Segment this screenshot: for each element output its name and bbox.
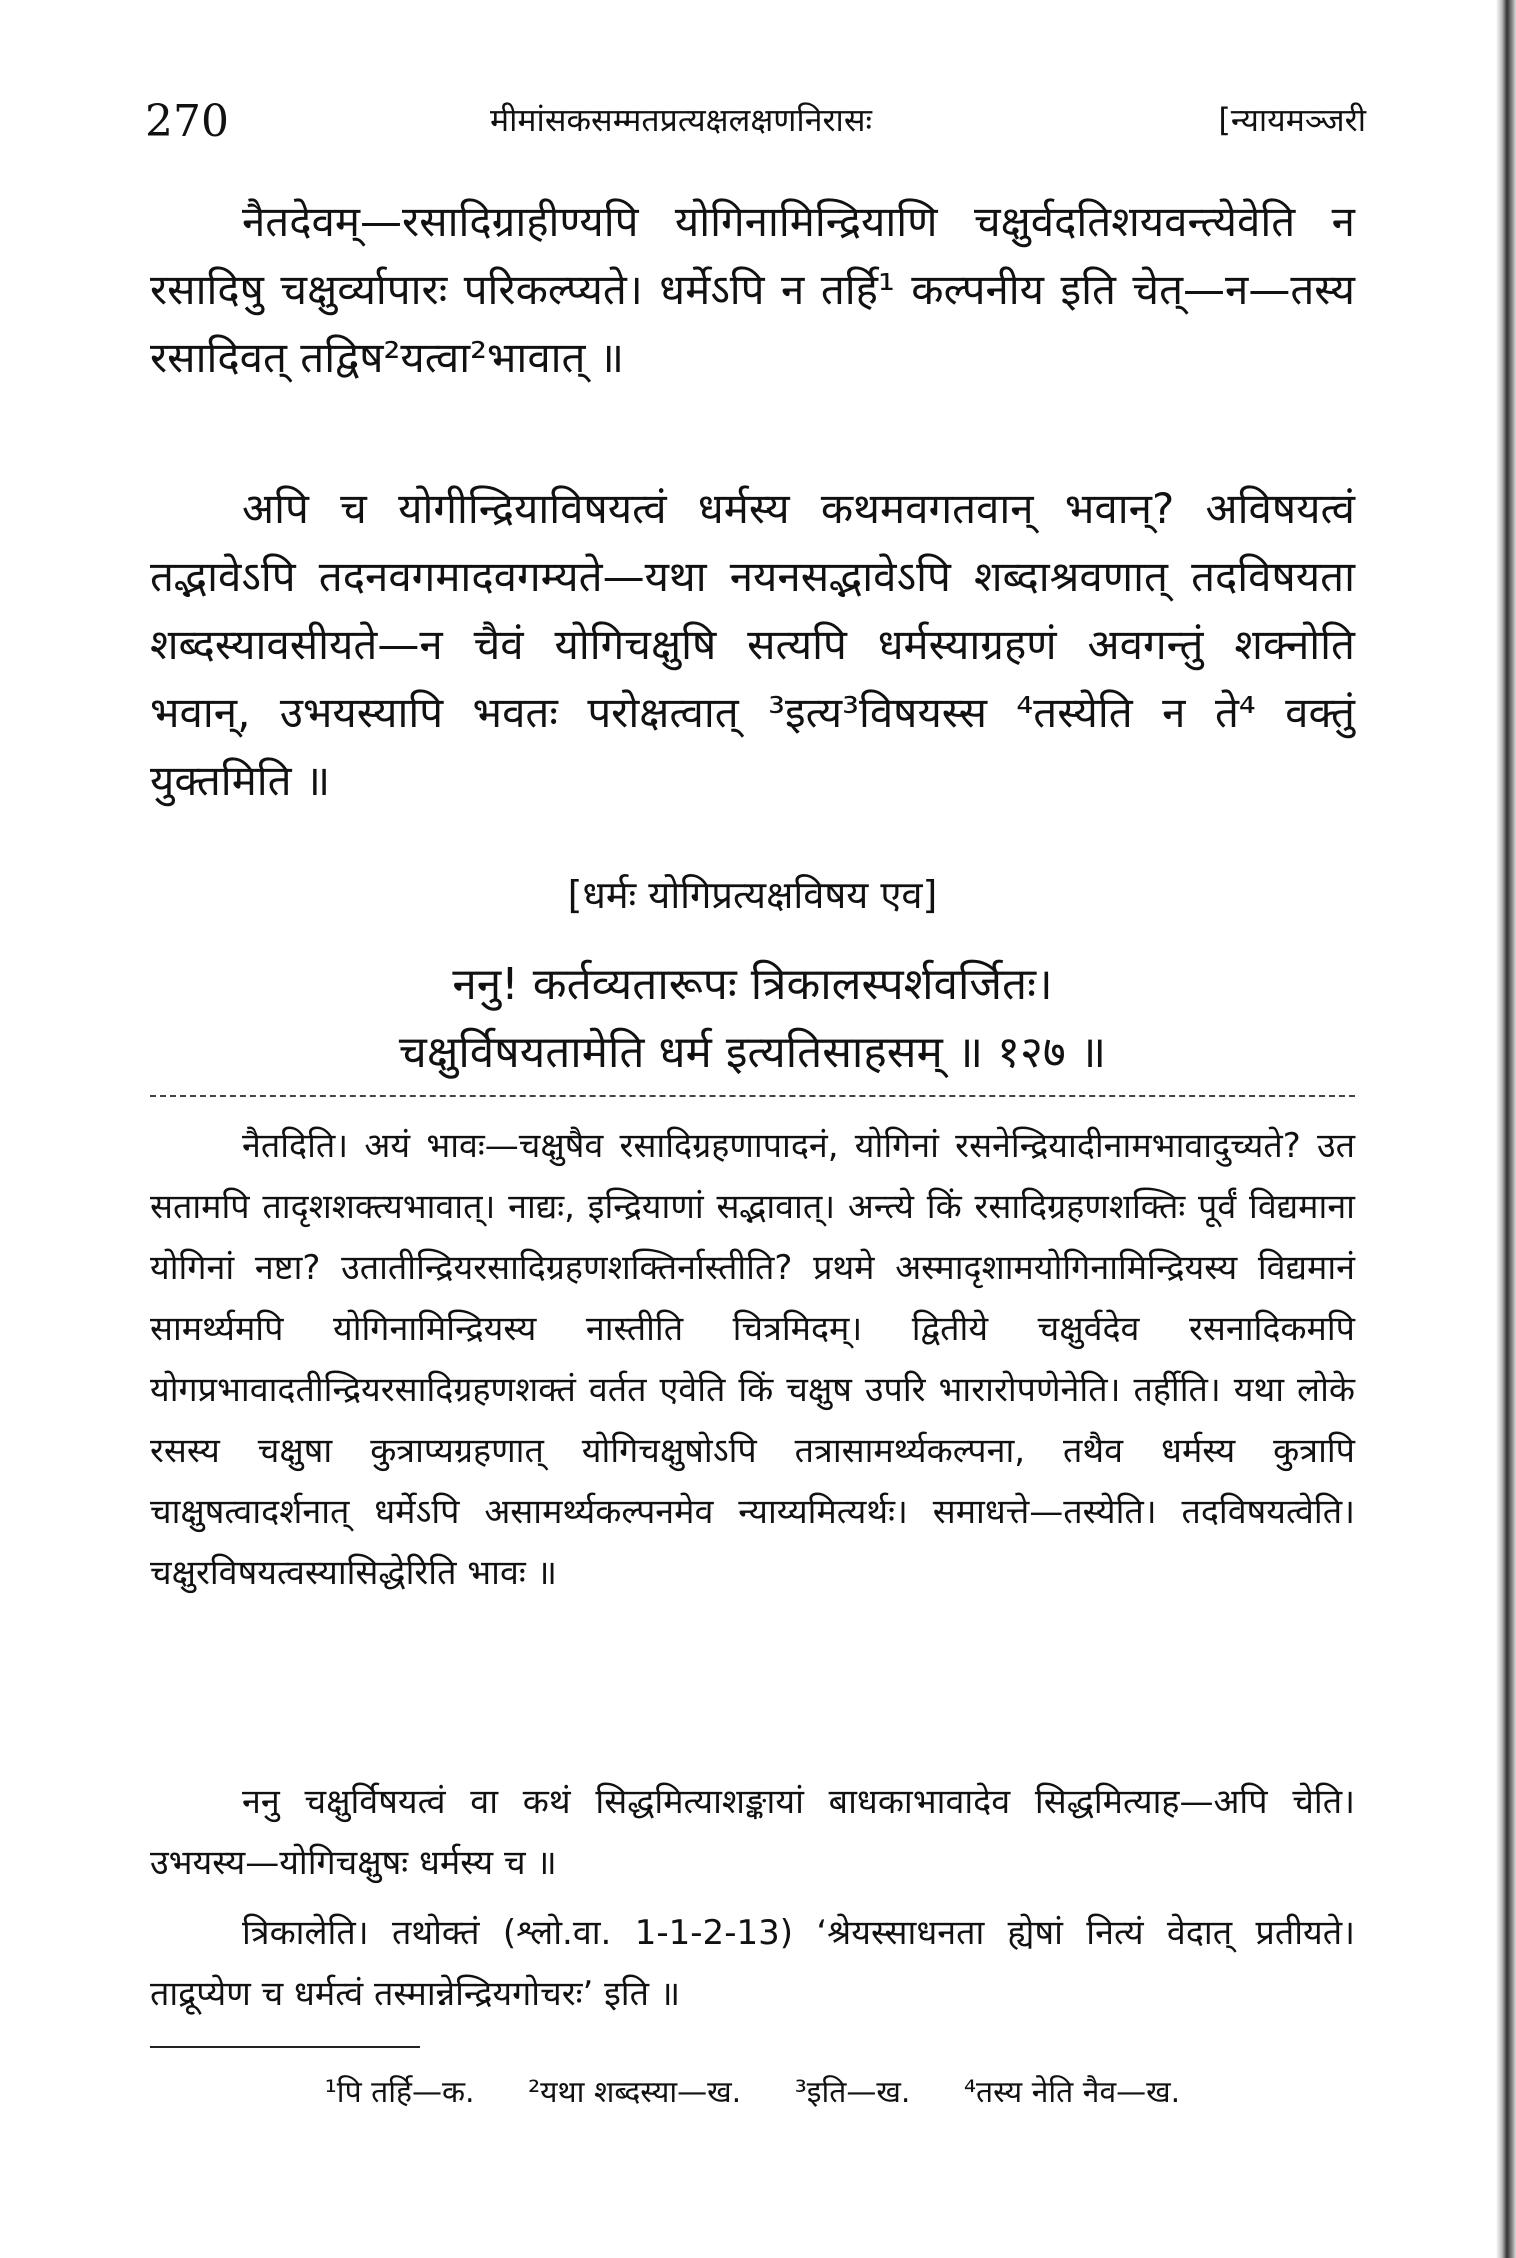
- page-number: 270: [145, 96, 229, 147]
- commentary-divider: [150, 1095, 1355, 1097]
- verse-line-2: चक्षुर्विषयतामेति धर्म इत्यतिसाहसम् ॥ १२७ ॥: [398, 1027, 1107, 1078]
- main-paragraph-1: नैतदेवम्—रसादिग्राहीण्यपि योगिनामिन्द्रियाणि चक्षुर्वदतिशयवन्त्येवेति न रसादिषु चक्षुर्व्यापारः परिकल्प्यते। धर्मेऽपि न तर्हि¹ कल्पनीय इति चेत्—न—तस्य रसादिवत् तद्विष²यत्वा²भावात् ॥: [150, 197, 1355, 382]
- commentary-paragraph-3: त्रिकालेति। तथोक्तं (श्लो.वा. 1-1-2-13) ‘श्रेयस्साधनता ह्येषां नित्यं वेदात् प्रतीयते। ताद्रूप्येण च धर्मत्वं तस्मान्नेन्द्रियगोचरः’ इति ॥: [150, 1913, 1355, 2014]
- page-edge-shadow: [1496, 0, 1516, 2258]
- footnote-4: ⁴तस्य नेति नैव—ख.: [964, 2075, 1181, 2110]
- footnote-3: ³इति—ख.: [794, 2075, 911, 2110]
- footnote-1: ¹पि तर्हि—क.: [324, 2075, 475, 2110]
- book-title: [न्यायमञ्जरी: [1218, 101, 1366, 139]
- main-paragraph-2: अपि च योगीन्द्रियाविषयत्वं धर्मस्य कथमवगतवान् भवान्? अविषयत्वं तद्भावेऽपि तदनवगमादवगम्यते—यथा नयनसद्भावेऽपि शब्दाश्रवणात् तदविषयता शब्दस्यावसीयते—न चैवं योगिचक्षुषि सत्यपि धर्मस्याग्रहणं अवगन्तुं शक्नोति भवान्, उभयस्यापि भवतः परोक्षत्वात् ³इत्य³विषयस्स ⁴तस्येति न ते⁴ वक्तुं युक्तमिति ॥: [150, 484, 1355, 805]
- footnote-2: ²यथा शब्दस्या—ख.: [528, 2075, 742, 2110]
- verse-line-1: ननु! कर्तव्यतारूपः त्रिकालस्पर्शवर्जितः।: [452, 959, 1053, 1010]
- commentary-paragraph-1: नैतदिति। अयं भावः—चक्षुषैव रसादिग्रहणापादनं, योगिनां रसनेन्द्रियादीनामभावादुच्यते? उत सतामपि तादृशशक्त्यभावात्। नाद्यः, इन्द्रियाणां सद्भावात्। अन्त्ये किं रसादिग्रहणशक्तिः पूर्वं विद्यमाना योगिनां नष्टा? उतातीन्द्रियरसादिग्रहणशक्तिर्नास्तीति? प्रथमे अस्मादृशामयोगिनामिन्द्रियस्य विद्यमानं सामर्थ्यमपि योगिनामिन्द्रियस्य नास्तीति चित्रमिदम्। द्वितीये चक्षुर्वदेव रसनादिकमपि योगप्रभावादतीन्द्रियरसादिग्रहणशक्तं वर्तत एवेति किं चक्षुष उपरि भारारोपणेनेति। तर्हीति। यथा लोके रसस्य चक्षुषा कुत्राप्यग्रहणात् योगिचक्षुषोऽपि तत्रासामर्थ्यकल्पना, तथैव धर्मस्य कुत्रापि चाक्षुषत्वादर्शनात् धर्मेऽपि असामर्थ्यकल्पनमेव न्याय्यमित्यर्थः। समाधत्ते—तस्येति। तदविषयत्वेति। चक्षुरविषयत्वस्यासिद्धेरिति भावः ॥: [150, 1126, 1355, 1593]
- section-heading: [धर्मः योगिप्रत्यक्षविषय एव]: [567, 873, 938, 917]
- footnote-rule: [150, 2046, 420, 2048]
- running-title: मीमांसकसम्मतप्रत्यक्षलक्षणनिरासः: [490, 101, 872, 139]
- commentary-paragraph-2: ननु चक्षुर्विषयत्वं वा कथं सिद्धमित्याशङ्कायां बाधकाभावादेव सिद्धमित्याह—अपि चेति। उभयस्य—योगिचक्षुषः धर्मस्य च ॥: [150, 1782, 1355, 1883]
- footnotes: [150, 2070, 1355, 2111]
